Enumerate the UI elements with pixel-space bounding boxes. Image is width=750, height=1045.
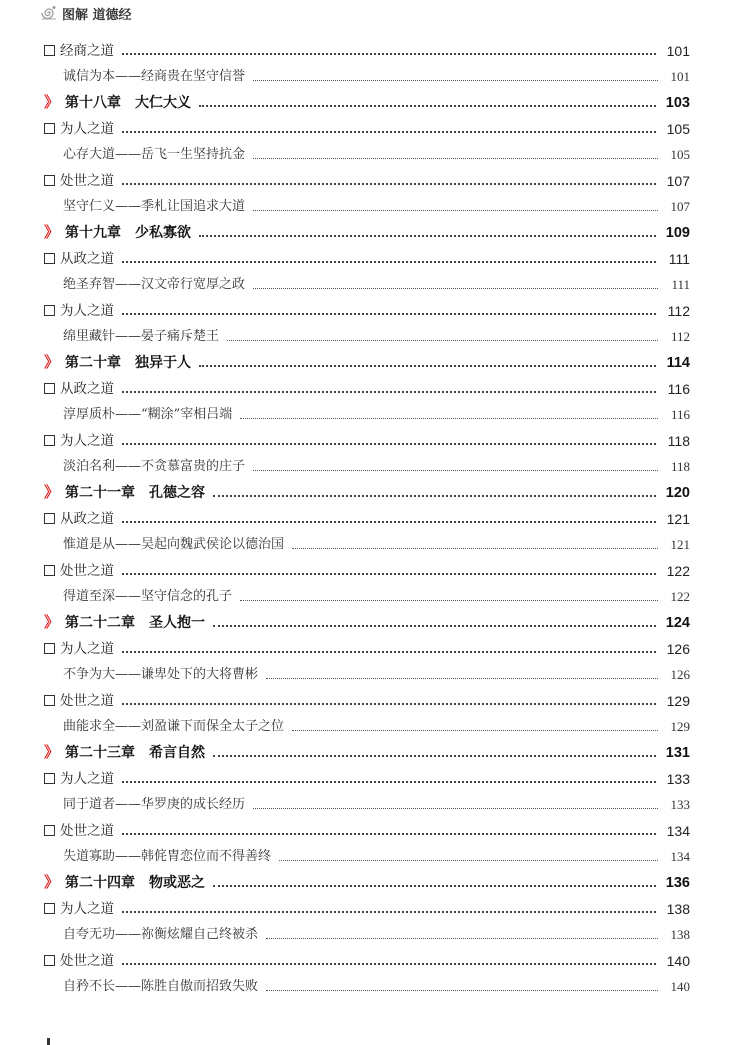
section-title: 处世之道 — [60, 173, 114, 189]
section-title: 经商之道 — [60, 43, 114, 59]
dot-leader — [213, 870, 656, 896]
toc-story-row[interactable] — [44, 532, 690, 558]
toc-entry-label — [63, 844, 271, 870]
toc-chapter-row[interactable] — [44, 90, 690, 116]
page-number: 140 — [666, 953, 690, 969]
section-title: 为人之道 — [60, 641, 114, 657]
section-title: 为人之道 — [60, 771, 114, 787]
toc-story-row[interactable] — [44, 922, 690, 948]
toc-chapter-row[interactable] — [44, 740, 690, 766]
dot-leader — [122, 116, 656, 142]
page-number: 103 — [665, 95, 690, 111]
story-title: 坚守仁义——季札让国追求大道 — [63, 199, 246, 214]
toc-story-row[interactable] — [44, 974, 690, 1000]
toc-chapter-row[interactable] — [44, 870, 690, 896]
dot-leader — [199, 90, 656, 116]
dot-leader — [122, 506, 656, 532]
toc-entry-label — [44, 688, 114, 714]
page-number: 121 — [670, 537, 690, 552]
running-header — [40, 2, 132, 24]
toc-entry-label — [44, 89, 191, 116]
chapter-title: 圣人抱一 — [149, 615, 206, 631]
page-number: 116 — [670, 407, 690, 422]
story-title: 淡泊名利——不贪慕富贵的庄子 — [63, 459, 246, 474]
page-number: 129 — [666, 693, 690, 709]
chapter-title: 独异于人 — [135, 355, 192, 371]
story-title: 失道寡助——韩侂胄恋位而不得善终 — [63, 849, 272, 864]
toc-entry-label — [63, 454, 245, 480]
page-number: 118 — [667, 433, 690, 449]
story-title: 惟道是从——吴起向魏武侯论以德治国 — [63, 537, 285, 552]
page-number: 134 — [666, 823, 690, 839]
chapter-number: 第十八章 — [65, 95, 122, 111]
toc-entry-label — [63, 64, 245, 90]
chapter-title: 物或恶之 — [149, 875, 206, 891]
page-number: 105 — [670, 147, 690, 162]
toc-section-row[interactable] — [44, 376, 690, 402]
toc-entry-label — [63, 324, 219, 350]
chapter-number: 第二十二章 — [65, 615, 136, 631]
dot-leader — [253, 194, 658, 220]
toc-entry-label — [44, 766, 114, 792]
toc-entry-label — [44, 818, 114, 844]
toc-entry-label — [63, 922, 258, 948]
page-number: 120 — [665, 485, 690, 501]
story-title: 曲能求全——刘盈谦下而保全太子之位 — [63, 719, 285, 734]
page-number: 138 — [666, 901, 690, 917]
double-chevron-right-icon: 》 — [44, 353, 60, 371]
section-title: 为人之道 — [60, 901, 114, 917]
toc-entry-label — [44, 609, 205, 636]
dot-leader — [240, 402, 658, 428]
square-box-icon — [44, 435, 55, 446]
chapter-number: 第十九章 — [65, 225, 122, 241]
page-number: 112 — [670, 329, 690, 344]
toc-entry-label — [44, 38, 114, 64]
page-number: 122 — [666, 563, 690, 579]
toc-entry-label — [63, 402, 232, 428]
dot-leader — [213, 610, 656, 636]
page-number: 101 — [670, 69, 690, 84]
square-box-icon — [44, 175, 55, 186]
toc-entry-label — [44, 376, 114, 402]
toc-entry-label — [44, 246, 114, 272]
book-title: 图解 道德经 — [62, 7, 132, 23]
dot-leader — [199, 350, 656, 376]
toc-entry-label — [44, 869, 205, 896]
chapter-title: 希言自然 — [149, 745, 206, 761]
dot-leader — [213, 740, 656, 766]
section-title: 处世之道 — [60, 953, 114, 969]
page-number: 111 — [671, 277, 690, 292]
page-number: 112 — [667, 303, 690, 319]
story-title: 淳厚质朴——“糊涂”宰相吕端 — [63, 407, 233, 422]
toc-entry-label — [44, 558, 114, 584]
toc-section-row[interactable] — [44, 896, 690, 922]
story-title: 绝圣弃智——汉文帝行宽厚之政 — [63, 277, 246, 292]
page-number: 121 — [666, 511, 690, 527]
section-title: 从政之道 — [60, 511, 114, 527]
toc-entry-label — [44, 298, 114, 324]
toc-chapter-row[interactable] — [44, 350, 690, 376]
table-of-contents — [44, 38, 690, 1000]
section-title: 从政之道 — [60, 381, 114, 397]
chapter-number: 第二十四章 — [65, 875, 136, 891]
page-number: 124 — [665, 615, 690, 631]
page-number-fragment — [47, 1038, 50, 1045]
chapter-number: 第二十三章 — [65, 745, 136, 761]
square-box-icon — [44, 903, 55, 914]
dot-leader — [122, 818, 656, 844]
toc-story-row[interactable] — [44, 792, 690, 818]
story-title: 自夸无功——祢衡炫耀自己终被杀 — [63, 927, 259, 942]
dot-leader — [122, 298, 656, 324]
toc-story-row[interactable] — [44, 194, 690, 220]
toc-story-row[interactable] — [44, 324, 690, 350]
dot-leader — [253, 64, 658, 90]
section-title: 为人之道 — [60, 433, 114, 449]
section-title: 处世之道 — [60, 823, 114, 839]
story-title: 心存大道——岳飞一生坚持抗金 — [63, 147, 246, 162]
dot-leader — [122, 376, 656, 402]
dot-leader — [199, 220, 656, 246]
section-title: 处世之道 — [60, 563, 114, 579]
toc-story-row[interactable] — [44, 662, 690, 688]
toc-entry-label — [63, 974, 258, 1000]
toc-section-row[interactable] — [44, 116, 690, 142]
page-number: 109 — [665, 225, 690, 241]
story-title: 不争为大——谦卑处下的大将曹彬 — [63, 667, 259, 682]
toc-entry-label — [63, 792, 245, 818]
chapter-number: 第二十一章 — [65, 485, 136, 501]
toc-story-row[interactable] — [44, 64, 690, 90]
story-title: 得道至深——坚守信念的孔子 — [63, 589, 233, 604]
double-chevron-right-icon: 》 — [44, 93, 60, 111]
chapter-number: 第二十章 — [65, 355, 122, 371]
toc-entry-label — [44, 116, 114, 142]
toc-section-row[interactable] — [44, 948, 690, 974]
square-box-icon — [44, 773, 55, 784]
story-title: 同于道者——华罗庚的成长经历 — [63, 797, 246, 812]
chapter-title: 孔德之容 — [149, 485, 206, 501]
page-number: 101 — [666, 43, 690, 59]
toc-entry-label — [63, 584, 232, 610]
dot-leader — [227, 324, 658, 350]
page-number: 129 — [670, 719, 690, 734]
dot-leader — [122, 246, 656, 272]
dot-leader — [266, 922, 658, 948]
dot-leader — [122, 168, 656, 194]
snail-swirl-icon — [40, 5, 58, 21]
toc-story-row[interactable] — [44, 584, 690, 610]
toc-entry-label — [63, 272, 245, 298]
page-number: 133 — [670, 797, 690, 812]
toc-entry-label — [63, 142, 245, 168]
toc-entry-label — [63, 532, 284, 558]
story-title: 绵里藏针——晏子痛斥楚王 — [63, 329, 220, 344]
toc-section-row[interactable] — [44, 168, 690, 194]
page-number: 114 — [666, 355, 690, 371]
page-number: 138 — [670, 927, 690, 942]
square-box-icon — [44, 513, 55, 524]
dot-leader — [240, 584, 658, 610]
page-number: 122 — [670, 589, 690, 604]
toc-entry-label — [63, 194, 245, 220]
page-number: 111 — [668, 251, 690, 267]
dot-leader — [122, 766, 656, 792]
toc-section-row[interactable] — [44, 246, 690, 272]
toc-entry-label — [44, 636, 114, 662]
dot-leader — [122, 896, 656, 922]
dot-leader — [122, 688, 656, 714]
toc-section-row[interactable] — [44, 558, 690, 584]
dot-leader — [253, 792, 658, 818]
toc-section-row[interactable] — [44, 298, 690, 324]
toc-chapter-row[interactable] — [44, 480, 690, 506]
dot-leader — [213, 480, 656, 506]
toc-section-row[interactable] — [44, 766, 690, 792]
dot-leader — [122, 428, 656, 454]
double-chevron-right-icon: 》 — [44, 613, 60, 631]
toc-entry-label — [44, 219, 191, 246]
square-box-icon — [44, 565, 55, 576]
toc-story-row[interactable] — [44, 714, 690, 740]
toc-section-row[interactable] — [44, 428, 690, 454]
toc-story-row[interactable] — [44, 454, 690, 480]
section-title: 为人之道 — [60, 303, 114, 319]
double-chevron-right-icon: 》 — [44, 223, 60, 241]
story-title: 诚信为本——经商贵在坚守信誉 — [63, 69, 246, 84]
toc-entry-label — [63, 714, 284, 740]
square-box-icon — [44, 825, 55, 836]
square-box-icon — [44, 955, 55, 966]
toc-section-row[interactable] — [44, 636, 690, 662]
square-box-icon — [44, 643, 55, 654]
dot-leader — [253, 272, 658, 298]
dot-leader — [266, 662, 658, 688]
page-number: 107 — [670, 199, 690, 214]
toc-story-row[interactable] — [44, 402, 690, 428]
dot-leader — [266, 974, 658, 1000]
toc-entry-label — [44, 739, 205, 766]
square-box-icon — [44, 695, 55, 706]
toc-entry-label — [44, 428, 114, 454]
square-box-icon — [44, 253, 55, 264]
page-number: 126 — [666, 641, 690, 657]
toc-chapter-row[interactable] — [44, 220, 690, 246]
page-number: 134 — [670, 849, 690, 864]
toc-story-row[interactable] — [44, 142, 690, 168]
dot-leader — [253, 454, 658, 480]
chapter-title: 少私寡欲 — [135, 225, 192, 241]
chapter-title: 大仁大义 — [135, 95, 192, 111]
section-title: 为人之道 — [60, 121, 114, 137]
double-chevron-right-icon: 》 — [44, 873, 60, 891]
toc-entry-label — [44, 168, 114, 194]
toc-entry-label — [44, 349, 191, 376]
dot-leader — [122, 948, 656, 974]
dot-leader — [253, 142, 658, 168]
story-title: 自矜不长——陈胜自傲而招致失败 — [63, 979, 259, 994]
toc-section-row[interactable] — [44, 38, 690, 64]
toc-section-row[interactable] — [44, 818, 690, 844]
page-number: 133 — [666, 771, 690, 787]
page-number: 140 — [670, 979, 690, 994]
page-number: 116 — [667, 381, 690, 397]
toc-entry-label — [44, 506, 114, 532]
toc-entry-label — [44, 479, 205, 506]
section-title: 从政之道 — [60, 251, 114, 267]
dot-leader — [122, 558, 656, 584]
square-box-icon — [44, 305, 55, 316]
toc-story-row[interactable] — [44, 272, 690, 298]
double-chevron-right-icon: 》 — [44, 483, 60, 501]
toc-entry-label — [63, 662, 258, 688]
square-box-icon — [44, 45, 55, 56]
page-number: 131 — [665, 745, 690, 761]
toc-section-row[interactable] — [44, 506, 690, 532]
dot-leader — [279, 844, 658, 870]
page-number: 118 — [670, 459, 690, 474]
double-chevron-right-icon: 》 — [44, 743, 60, 761]
square-box-icon — [44, 123, 55, 134]
dot-leader — [292, 714, 658, 740]
page-number: 107 — [666, 173, 690, 189]
dot-leader — [292, 532, 658, 558]
toc-section-row[interactable] — [44, 688, 690, 714]
dot-leader — [122, 38, 656, 64]
section-title: 处世之道 — [60, 693, 114, 709]
toc-entry-label — [44, 948, 114, 974]
page-number: 136 — [665, 875, 690, 891]
toc-entry-label — [44, 896, 114, 922]
page-number: 126 — [670, 667, 690, 682]
dot-leader — [122, 636, 656, 662]
square-box-icon — [44, 383, 55, 394]
page-number: 105 — [666, 121, 690, 137]
toc-story-row[interactable] — [44, 844, 690, 870]
toc-chapter-row[interactable] — [44, 610, 690, 636]
